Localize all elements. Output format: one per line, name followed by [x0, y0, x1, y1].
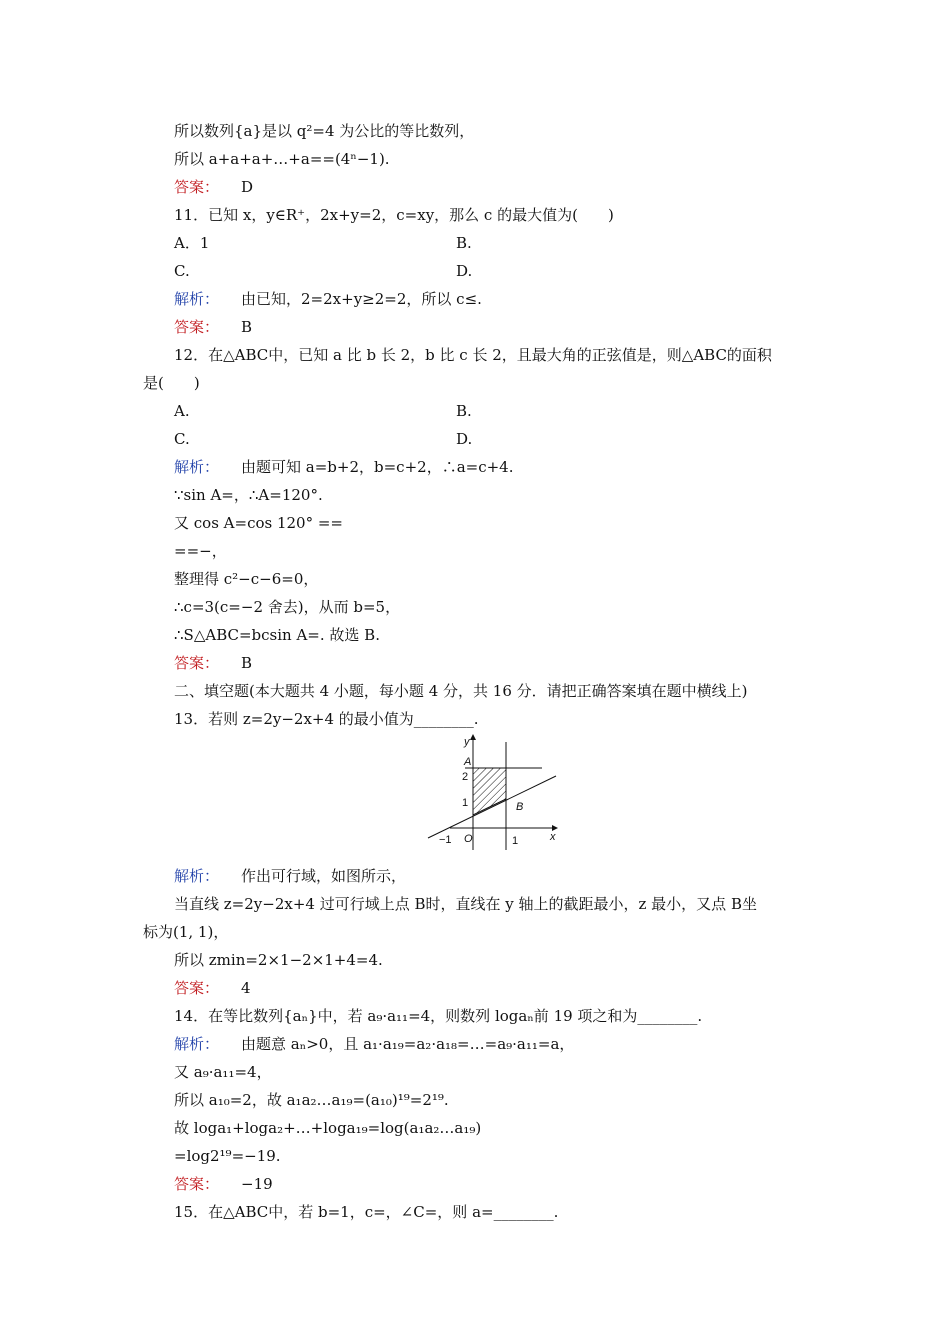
solution-text: 由题可知 a=b+2，b=c+2，∴a=c+4. — [241, 458, 514, 476]
option-a: A. — [174, 402, 190, 420]
question-14: 14．在等比数列{aₙ}中，若 a₉·a₁₁=4，则数列 logaₙ前 19 项之和为________. — [174, 1007, 703, 1025]
y-axis-arrow — [470, 734, 476, 740]
answer-value: B — [241, 654, 253, 672]
answer-value: 4 — [241, 979, 251, 997]
question-12-cont: 是( ) — [143, 374, 200, 392]
answer-line — [174, 177, 253, 197]
answer-line — [174, 317, 252, 337]
solution-line — [174, 457, 514, 477]
text-line: ∵sin A=，∴A=120°. — [174, 486, 323, 504]
answer-label: 答案： — [174, 1175, 220, 1193]
solution-label: 解析： — [174, 290, 220, 308]
option-c: C. — [174, 430, 190, 448]
option-d: D. — [456, 262, 473, 280]
text-line: 所以 a₁₀=2，故 a₁a₂…a₁₉=(a₁₀)¹⁹=2¹⁹. — [174, 1091, 449, 1109]
option-b: B. — [456, 234, 472, 252]
text-line: 故 loga₁+loga₂+…+loga₁₉=log(a₁a₂…a₁₉) — [174, 1119, 482, 1137]
text-line: 所以 a+a+a+…+a==(4ⁿ−1). — [174, 150, 390, 168]
answer-value: −19 — [241, 1175, 273, 1193]
text-line: 所以 zmin=2×1−2×1+4=4. — [174, 951, 383, 969]
solution-label: 解析： — [174, 458, 220, 476]
answer-label: 答案： — [174, 979, 220, 997]
tick-neg1-label: −1 — [439, 834, 452, 846]
tick-2-label: 2 — [462, 771, 469, 783]
solution-line — [174, 1034, 574, 1054]
text-line: 又 a₉·a₁₁=4， — [174, 1063, 272, 1081]
solution-text: 作出可行域，如图所示， — [241, 867, 407, 885]
solution-label: 解析： — [174, 1035, 220, 1053]
answer-line — [174, 978, 251, 998]
answer-value: B — [241, 318, 253, 336]
answer-line — [174, 653, 252, 673]
section-heading: 二、填空题(本大题共 4 小题，每小题 4 分，共 16 分．请把正确答案填在题中横线上) — [174, 682, 748, 700]
x-axis-label: x — [550, 831, 556, 843]
point-a-label: A — [464, 756, 472, 768]
option-d: D. — [456, 430, 473, 448]
question-12: 12．在△ABC中，已知 a 比 b 长 2，b 比 c 长 2，且最大角的正弦值是，则△ABC的面积 — [174, 346, 772, 364]
text-line: 当直线 z=2y−2x+4 过可行域上点 B时，直线在 y 轴上的截距最小，z 最小，又点 B坐 — [174, 895, 757, 913]
solution-line — [174, 866, 406, 886]
answer-value: D — [241, 178, 254, 196]
option-a: A．1 — [174, 234, 210, 252]
text-line: 标为(1, 1)， — [143, 923, 229, 941]
text-line: 所以数列{a}是以 q²=4 为公比的等比数列， — [174, 122, 475, 140]
text-line: ∴c=3(c=−2 舍去)，从而 b=5， — [174, 598, 401, 616]
solution-text: 由题意 aₙ>0，且 a₁·a₁₉=a₂·a₁₈=…=a₉·a₁₁=a， — [241, 1035, 575, 1053]
solution-text: 由已知，2=2x+y≥2=2，所以 c≤. — [241, 290, 482, 308]
text-line: ==−， — [174, 542, 227, 560]
text-line: =log2¹⁹=−19. — [174, 1147, 281, 1165]
text-line: 又 cos A=cos 120° == — [174, 514, 343, 532]
answer-label: 答案： — [174, 654, 220, 672]
option-b: B. — [456, 402, 472, 420]
text-line: 整理得 c²−c−6=0， — [174, 570, 319, 588]
question-15: 15．在△ABC中，若 b=1，c=，∠C=，则 a=________. — [174, 1203, 559, 1221]
tick-1y-label: 1 — [462, 797, 469, 809]
option-c: C. — [174, 262, 190, 280]
point-b-label: B — [516, 801, 524, 813]
origin-label: O — [464, 833, 473, 845]
solution-label: 解析： — [174, 867, 220, 885]
question-11: 11．已知 x，y∈R⁺，2x+y=2，c=xy，那么 c 的最大值为( ) — [174, 206, 614, 224]
tick-1x-label: 1 — [512, 835, 519, 847]
solution-line — [174, 289, 482, 309]
question-13: 13．若则 z=2y−2x+4 的最小值为________. — [174, 710, 479, 728]
answer-label: 答案： — [174, 318, 220, 336]
text-line: ∴S△ABC=bcsin A=. 故选 B. — [174, 626, 380, 644]
answer-line — [174, 1174, 273, 1194]
y-axis-label: y — [464, 736, 470, 748]
feasible-region-figure — [420, 728, 568, 856]
answer-label: 答案： — [174, 178, 220, 196]
